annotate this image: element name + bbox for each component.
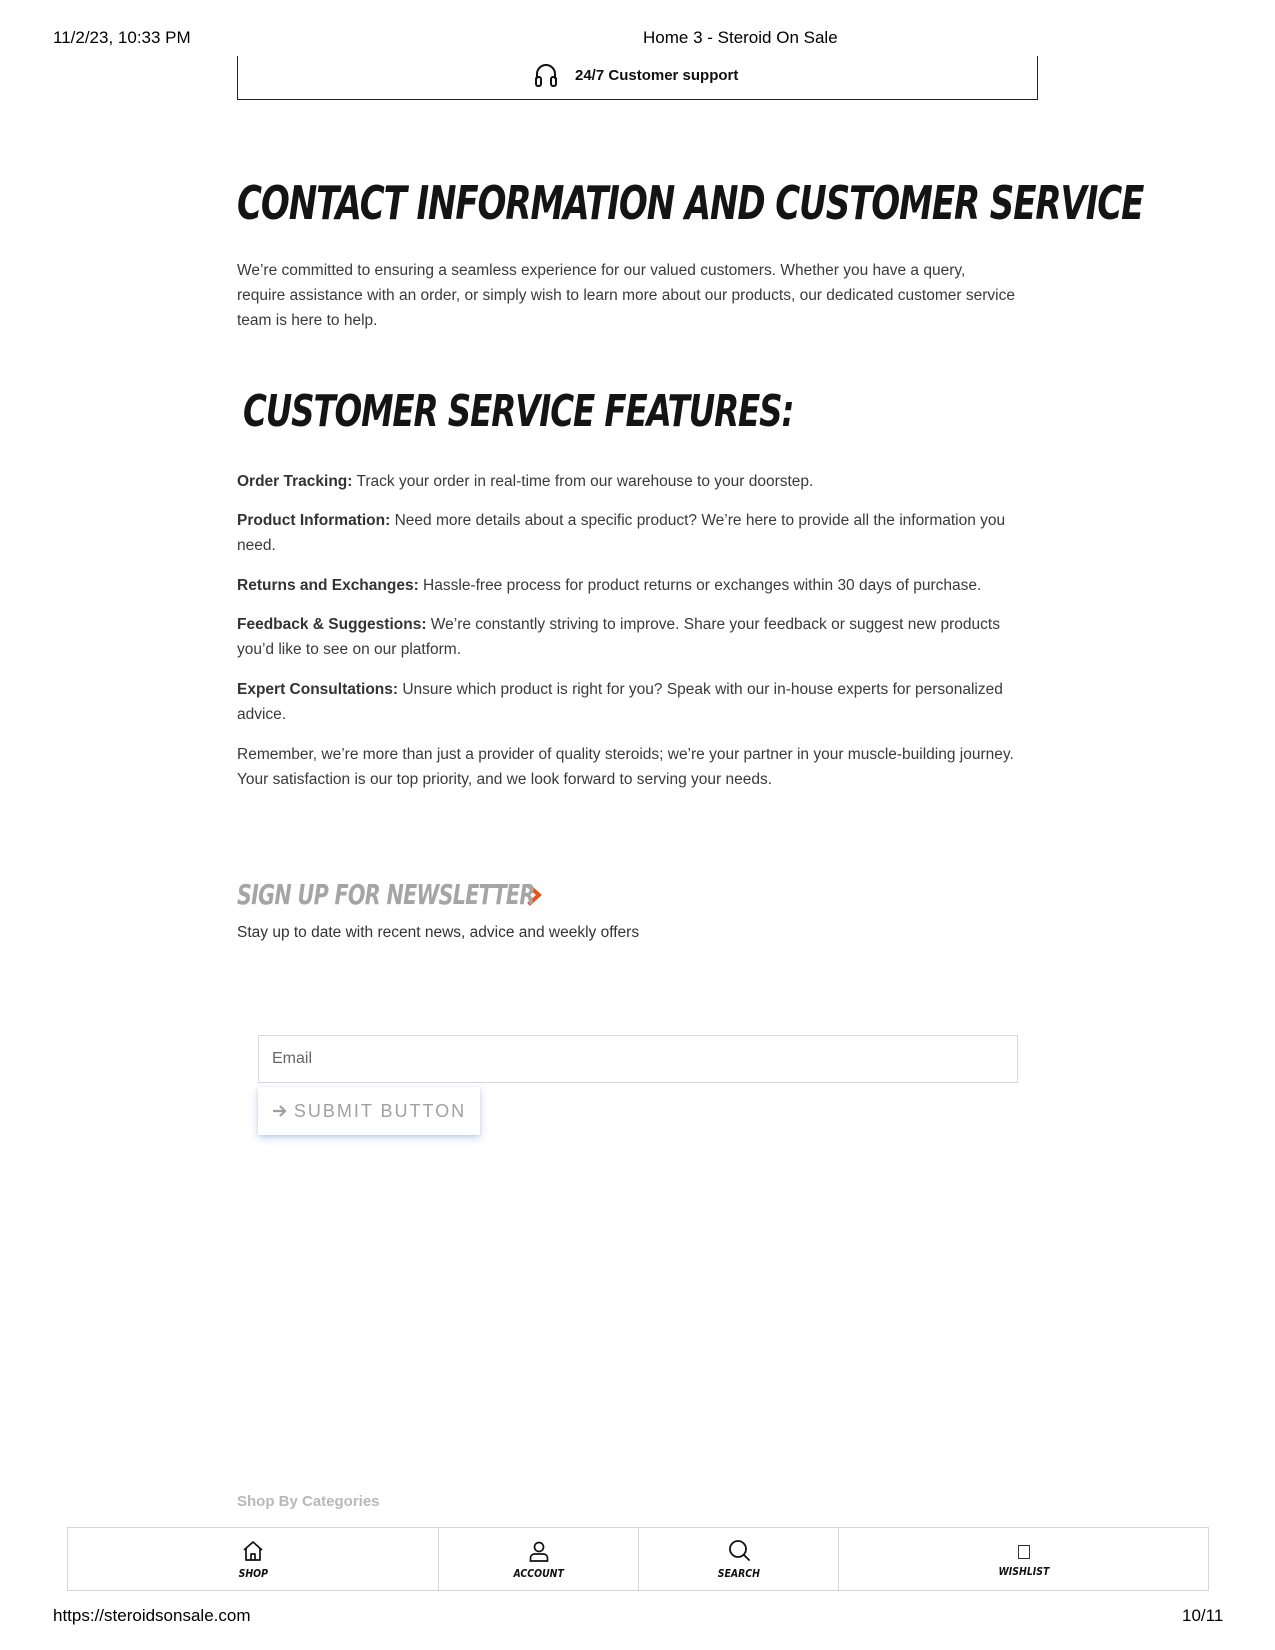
feature-text: We’re constantly striving to improve. Share your feedback or suggest new products you’d like to see on our platform.	[237, 616, 1000, 658]
support-label: 24/7 Customer support	[575, 66, 739, 84]
headphones-icon	[534, 62, 558, 88]
newsletter-subtitle: Stay up to date with recent news, advice and weekly offers	[237, 924, 640, 941]
print-header	[0, 28, 1275, 50]
feature-item	[237, 508, 1017, 558]
bottom-nav	[67, 1527, 1209, 1591]
feature-label: Returns and Exchanges:	[237, 577, 419, 594]
nav-label: SEARCH	[717, 1566, 760, 1580]
contact-intro: We’re committed to ensuring a seamless experience for our valued customers. Whether you have a query, require assistance with an order, or simply wish to learn more about our products, our dedicated customer service team is here to help.	[237, 262, 1015, 329]
missing-glyph-icon	[1018, 1545, 1030, 1559]
support-bar	[237, 56, 1038, 100]
nav-label: SHOP	[238, 1566, 268, 1580]
print-url: https://steroidsonsale.com	[53, 1606, 251, 1625]
home-icon	[241, 1539, 265, 1563]
contact-heading: CONTACT INFORMATION AND CUSTOMER SERVICE	[237, 176, 1144, 230]
email-input[interactable]	[258, 1035, 1018, 1083]
support-item	[534, 60, 738, 90]
closing-paragraph: Remember, we’re more than just a provider of quality steroids; we’re your partner in your muscle-building journey. Your satisfaction is our top priority, and we look forward to serving your needs.	[237, 746, 1014, 788]
nav-shop[interactable]	[68, 1528, 438, 1590]
nav-account[interactable]	[439, 1528, 638, 1590]
print-page-counter: 10/11	[1182, 1606, 1224, 1625]
nav-search[interactable]	[639, 1528, 838, 1590]
nav-label: WISHLIST	[998, 1564, 1049, 1578]
search-icon	[727, 1539, 751, 1563]
feature-item	[237, 612, 1017, 662]
feature-label: Expert Consultations:	[237, 681, 399, 698]
feature-item	[237, 573, 1017, 598]
feature-item	[237, 677, 1017, 727]
shop-by-categories[interactable]: Shop By Categories	[237, 1493, 380, 1510]
arrow-right-icon	[272, 1104, 288, 1118]
feature-text: Hassle-free process for product returns or exchanges within 30 days of purchase.	[418, 577, 982, 594]
feature-label: Feedback & Suggestions:	[237, 616, 427, 633]
print-page-title: Home 3 - Steroid On Sale	[643, 28, 838, 47]
print-datetime: 11/2/23, 10:33 PM	[53, 28, 191, 47]
submit-button[interactable]	[258, 1087, 480, 1135]
feature-text: Track your order in real-time from our warehouse to your doorstep.	[352, 473, 814, 490]
features-heading: CUSTOMER SERVICE FEATURES:	[243, 386, 794, 437]
submit-label: SUBMIT BUTTON	[293, 1100, 467, 1121]
feature-text: Unsure which product is right for you? Speak with our in-house experts for personalized advice.	[237, 681, 1003, 723]
feature-label: Order Tracking:	[237, 473, 353, 490]
newsletter-title: SIGN UP FOR NEWSLETTER	[237, 878, 535, 911]
feature-text: Need more details about a specific product? We’re here to provide all the information you need.	[237, 512, 1006, 554]
nav-wishlist[interactable]	[839, 1528, 1208, 1590]
user-icon	[527, 1539, 551, 1563]
print-footer	[0, 1606, 1275, 1628]
feature-item	[237, 469, 1017, 494]
newsletter-title-link[interactable]	[237, 878, 543, 911]
feature-label: Product Information:	[237, 512, 391, 529]
nav-label: ACCOUNT	[513, 1566, 564, 1580]
